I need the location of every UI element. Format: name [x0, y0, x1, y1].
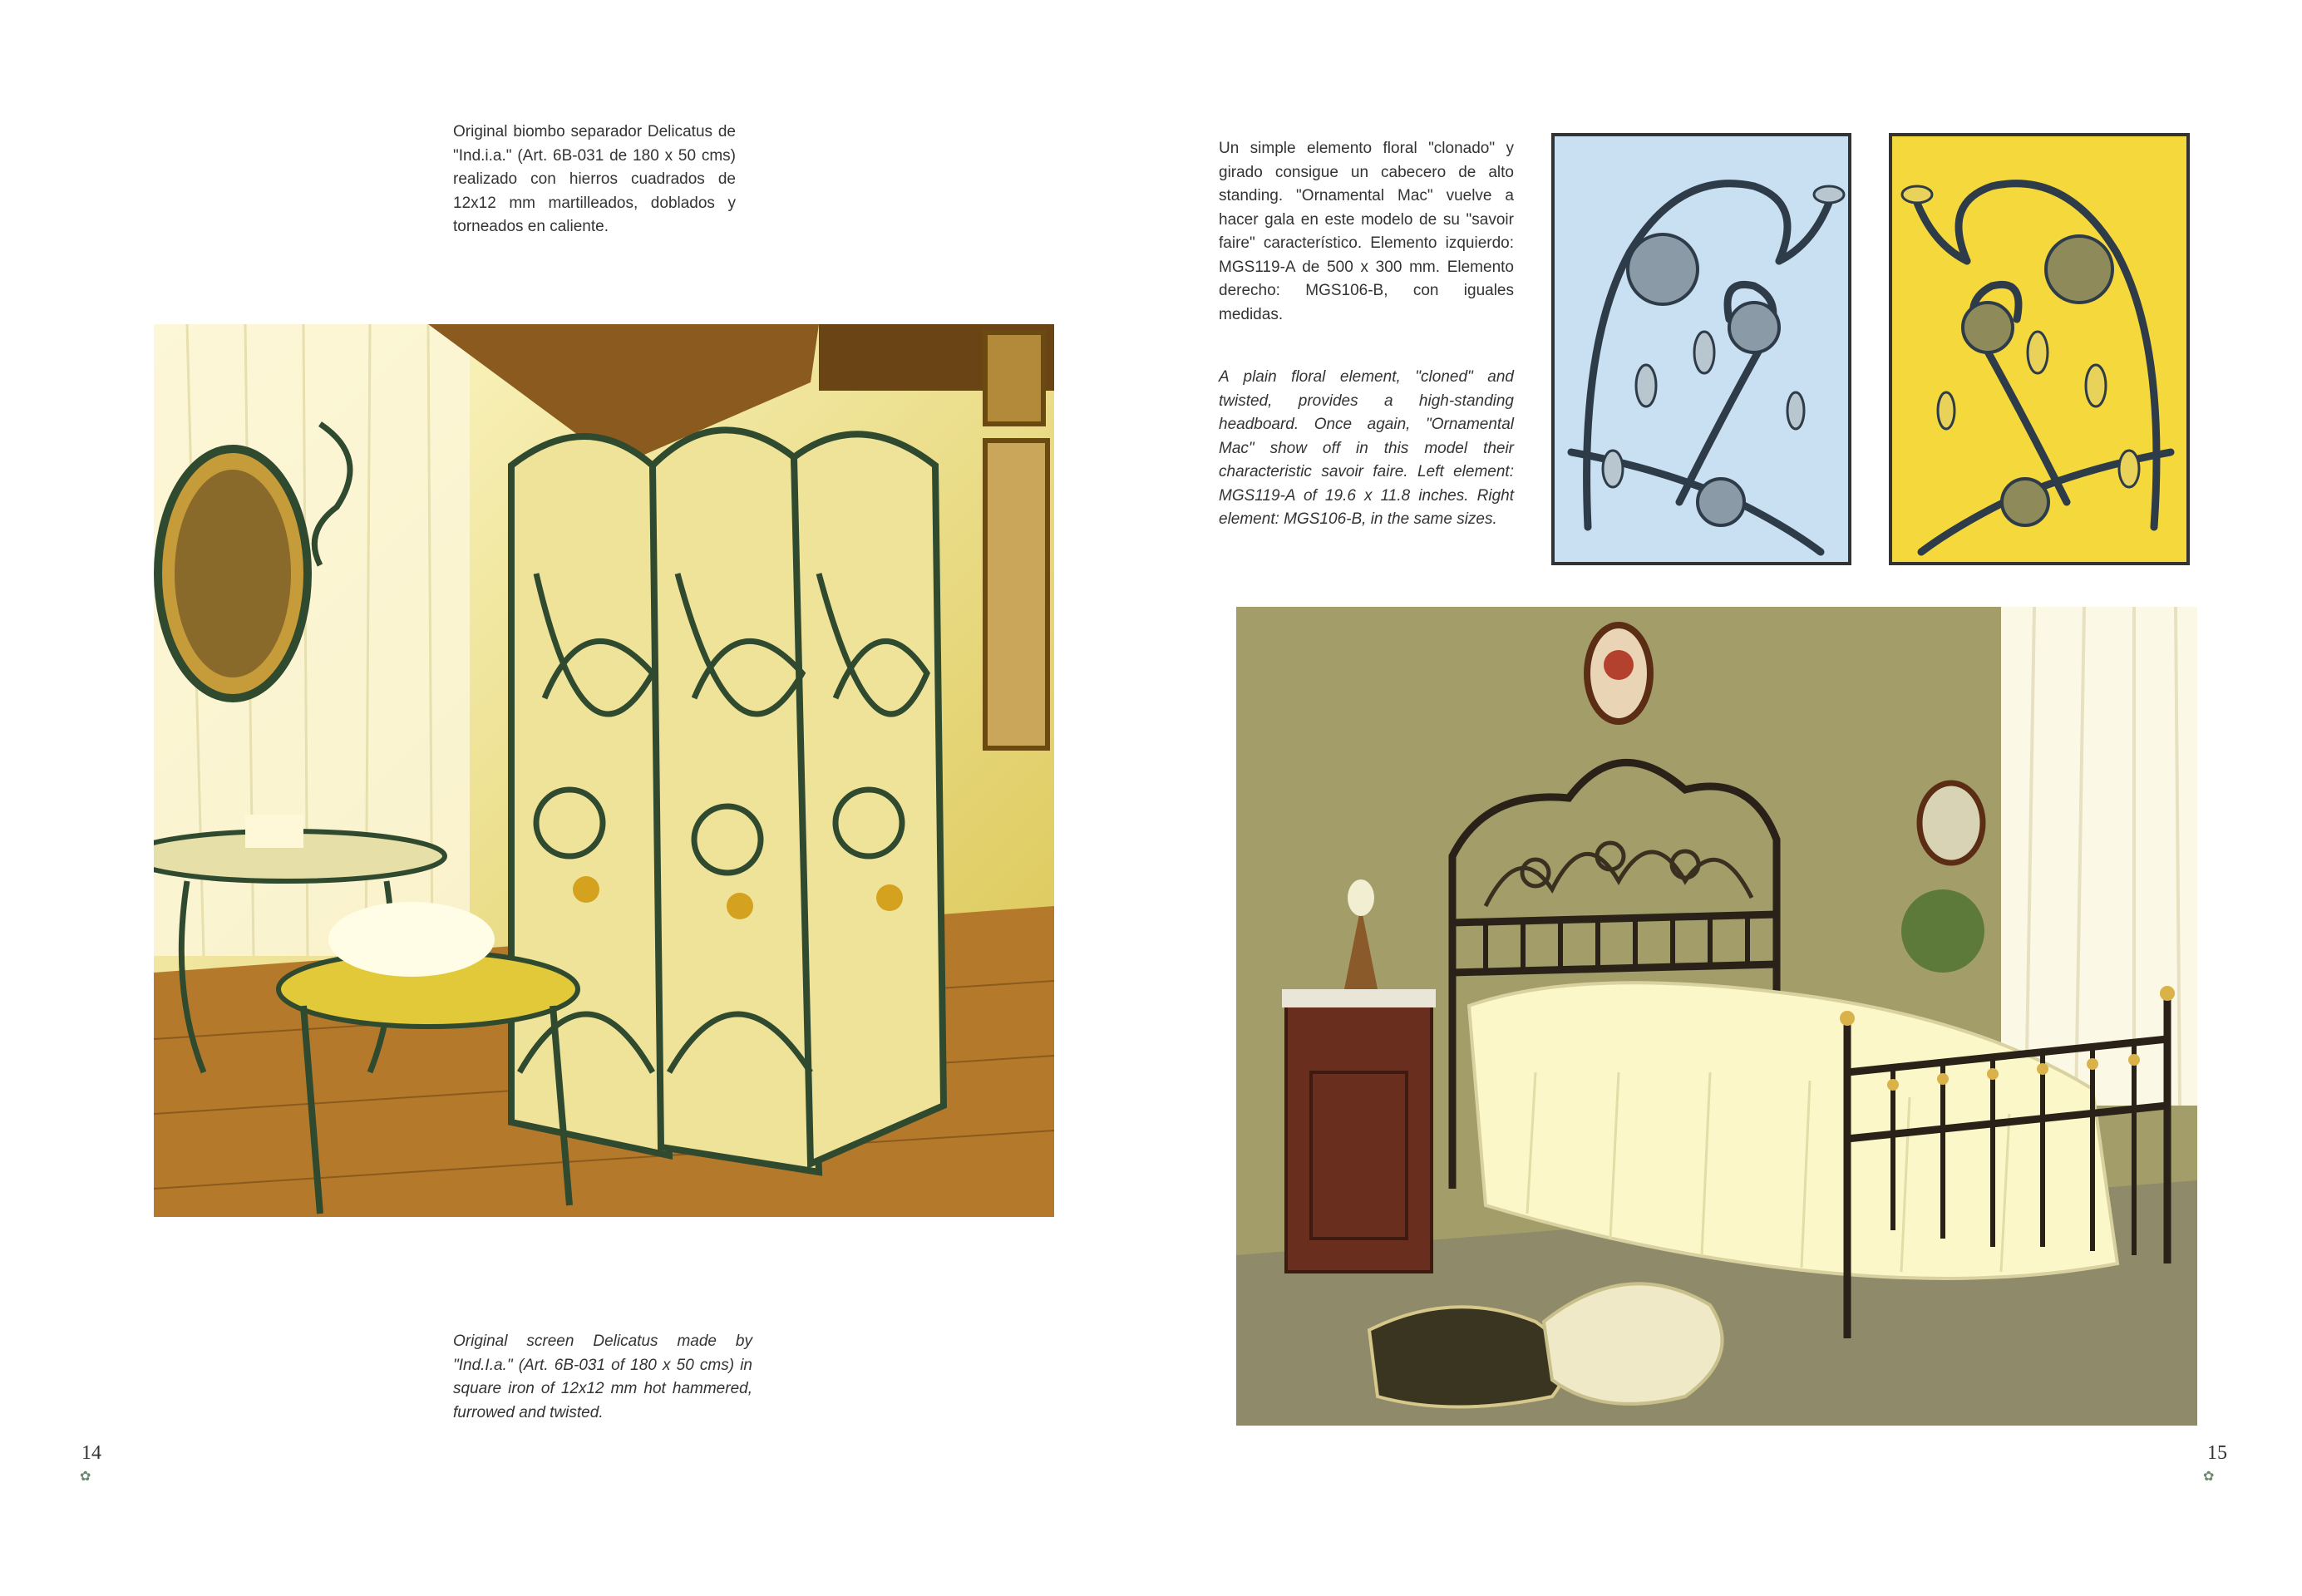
page-number-left: 14 [81, 1442, 101, 1464]
bedroom-illustration [1236, 607, 2197, 1426]
panel-element-mgs106b [1889, 133, 2190, 565]
panel-element-mgs119a [1551, 133, 1851, 565]
caption-english-headboard: A plain floral element, "cloned" and twisted, provides a high-standing headboard. Once again, "Ornamental Mac" show off in this model their characteristic savoir faire. Left element: MGS119-A of 19.6 x 11.8 inches. Right element: MGS106-B, in the same sizes. [1219, 368, 1514, 528]
photo-bedroom-headboard [1236, 607, 2197, 1426]
caption-spanish-screen: Original biombo separador Delicatus de "Ind.i.a." (Art. 6B-031 de 180 x 50 cms) realizado con hierros cuadrados de 12x12 mm martilleados, doblados y torneados en caliente. [453, 123, 736, 235]
ornament-icon: ✿ [2203, 1470, 2215, 1484]
screen-room-illustration [154, 324, 1054, 1217]
floral-scroll-right-illustration [1892, 136, 2186, 562]
caption-spanish-headboard: Un simple elemento floral "clonado" y girado consigue un cabecero de alto standing. "Ornamental Mac" vuelve a hacer gala en este modelo de su "savoir faire" característico. Elemento izquierdo: MGS119-A de 500 x 300 mm. Elemento derecho: MGS106-B, con iguales medidas. [1219, 140, 1514, 323]
floral-scroll-left-illustration [1555, 136, 1848, 562]
photo-screen-room [154, 324, 1054, 1217]
ornament-icon: ✿ [80, 1470, 91, 1484]
page-number-right: 15 [2207, 1442, 2227, 1464]
caption-english-screen: Original screen Delicatus made by "Ind.I.a." (Art. 6B-031 of 180 x 50 cms) in square iron of 12x12 mm hot hammered, furrowed and twisted. [453, 1332, 752, 1421]
